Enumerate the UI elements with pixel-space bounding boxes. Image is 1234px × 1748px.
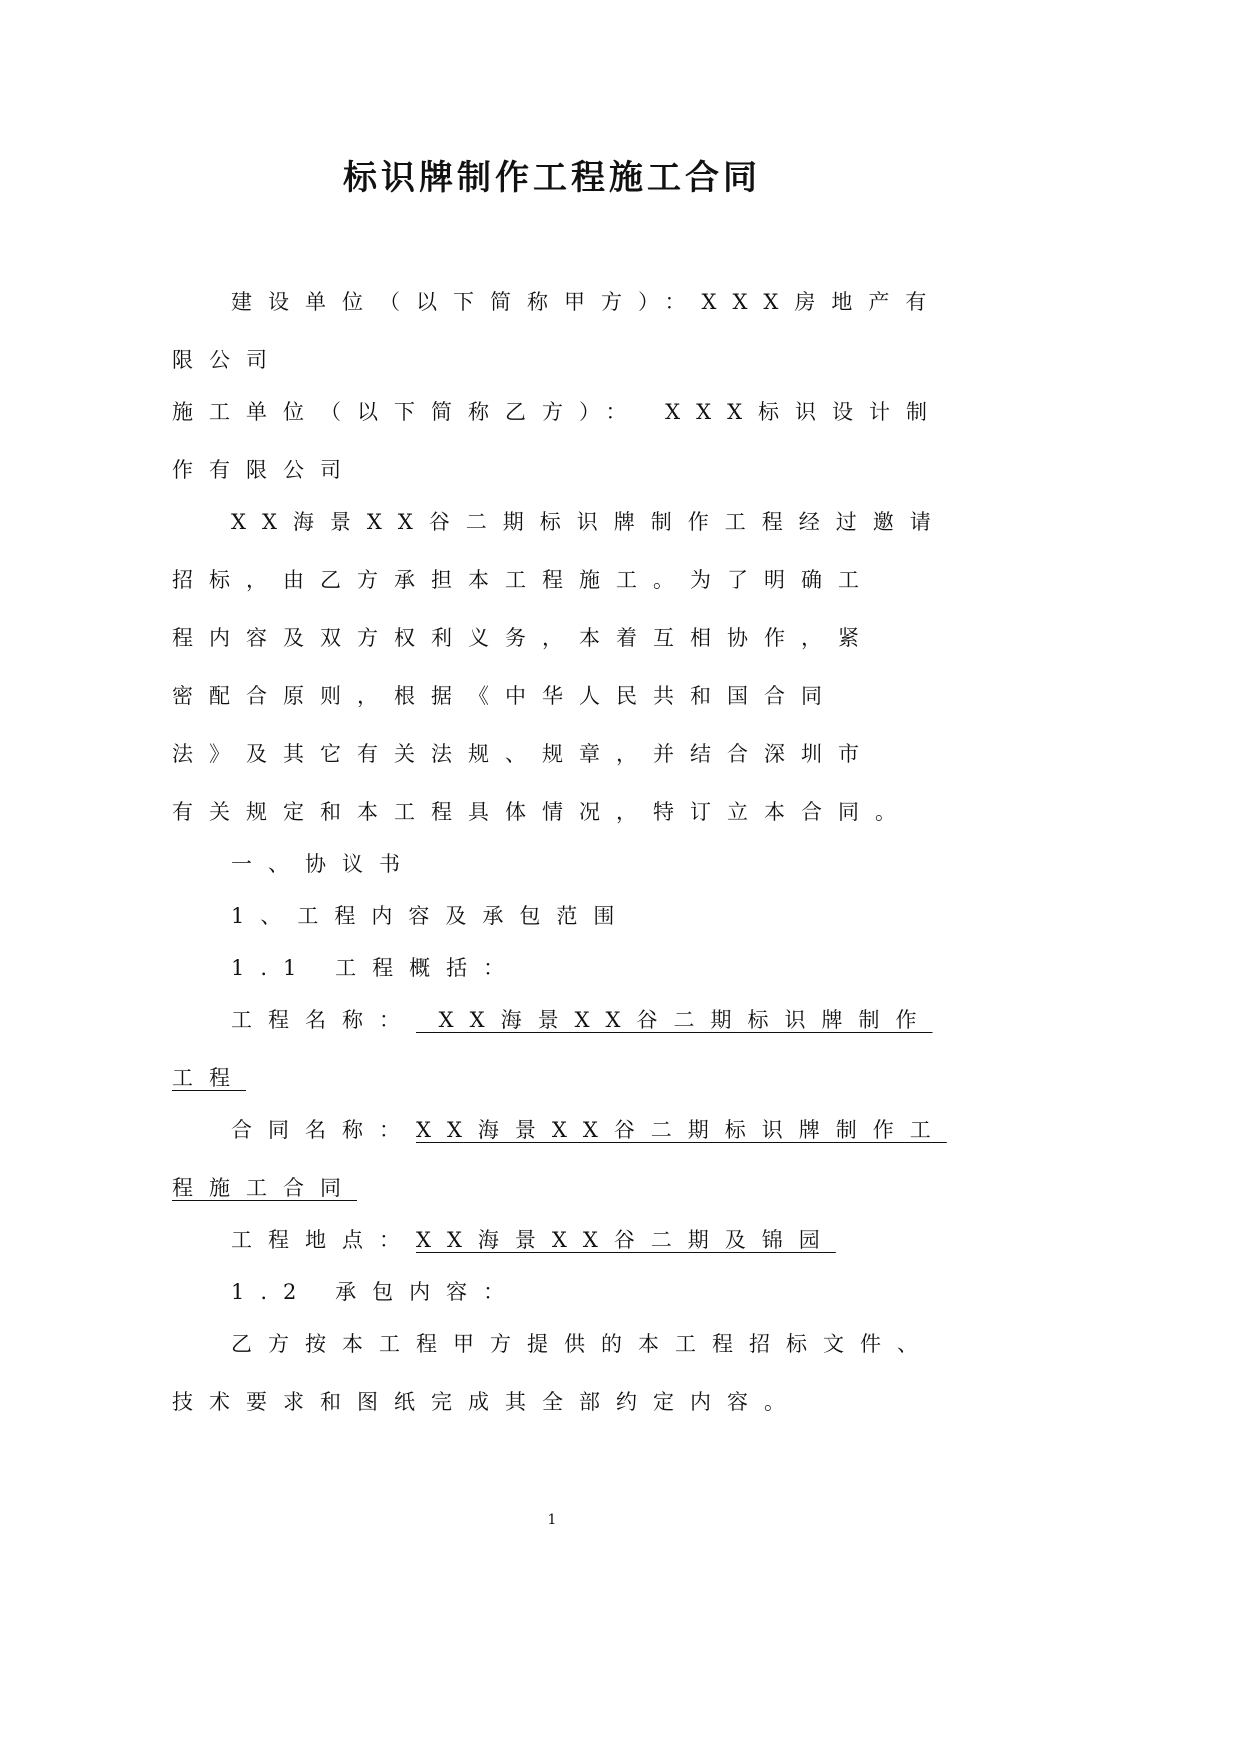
field-value-cont: 程施工合同 [172,1176,357,1200]
field-value: XX海景XX谷二期标识牌制作 [416,1008,933,1032]
field-value-cont: 工程 [172,1066,246,1090]
paragraph-line-content-1: 乙方按本工程甲方提供的本工程招标文件、 [231,1332,934,1356]
paragraph-line-intro-5: 法》及其它有关法规、规章，并结合深圳市 [172,742,875,766]
section-heading-agreement: 一、协议书 [231,852,416,876]
subsection-heading-overview: 1.1 工程概括： [231,956,521,980]
paragraph-line-intro-6: 有关规定和本工程具体情况，特订立本合同。 [172,800,912,824]
field-contract-name [231,1116,991,1144]
paragraph-line-intro-2: 招标，由乙方承担本工程施工。为了明确工 [172,568,875,592]
subsection-heading-scope: 1、工程内容及承包范围 [231,904,631,928]
paragraph-line-client: 建设单位（以下简称甲方）：XXX房地产有 [231,290,943,314]
field-project-name-cont [172,1064,932,1092]
paragraph-line-contractor-cont: 作有限公司 [172,458,357,482]
subsection-heading-content: 1.2 承包内容： [231,1280,521,1304]
field-label: 合同名称： [231,1118,416,1142]
field-label: 工程地点： [231,1228,416,1252]
paragraph-line-contractor: 施工单位（以下简称乙方）： XXX标识设计制 [172,400,944,424]
page-number: 1 [547,1512,557,1528]
field-project-name [231,1006,991,1034]
field-project-location [231,1226,991,1254]
field-value: XX海景XX谷二期标识牌制作工 [416,1118,947,1142]
paragraph-line-content-2: 技术要求和图纸完成其全部约定内容。 [172,1390,801,1414]
field-contract-name-cont [172,1174,932,1202]
paragraph-line-intro-1: XX海景XX谷二期标识牌制作工程经过邀请 [231,510,947,534]
paragraph-line-intro-3: 程内容及双方权利义务，本着互相协作，紧 [172,626,875,650]
field-label: 工程名称： [231,1008,416,1032]
document-title: 标识牌制作工程施工合同 [343,158,761,198]
paragraph-line-client-cont: 限公司 [172,348,283,372]
paragraph-line-intro-4: 密配合原则，根据《中华人民共和国合同 [172,684,838,708]
field-value: XX海景XX谷二期及锦园 [416,1228,836,1252]
